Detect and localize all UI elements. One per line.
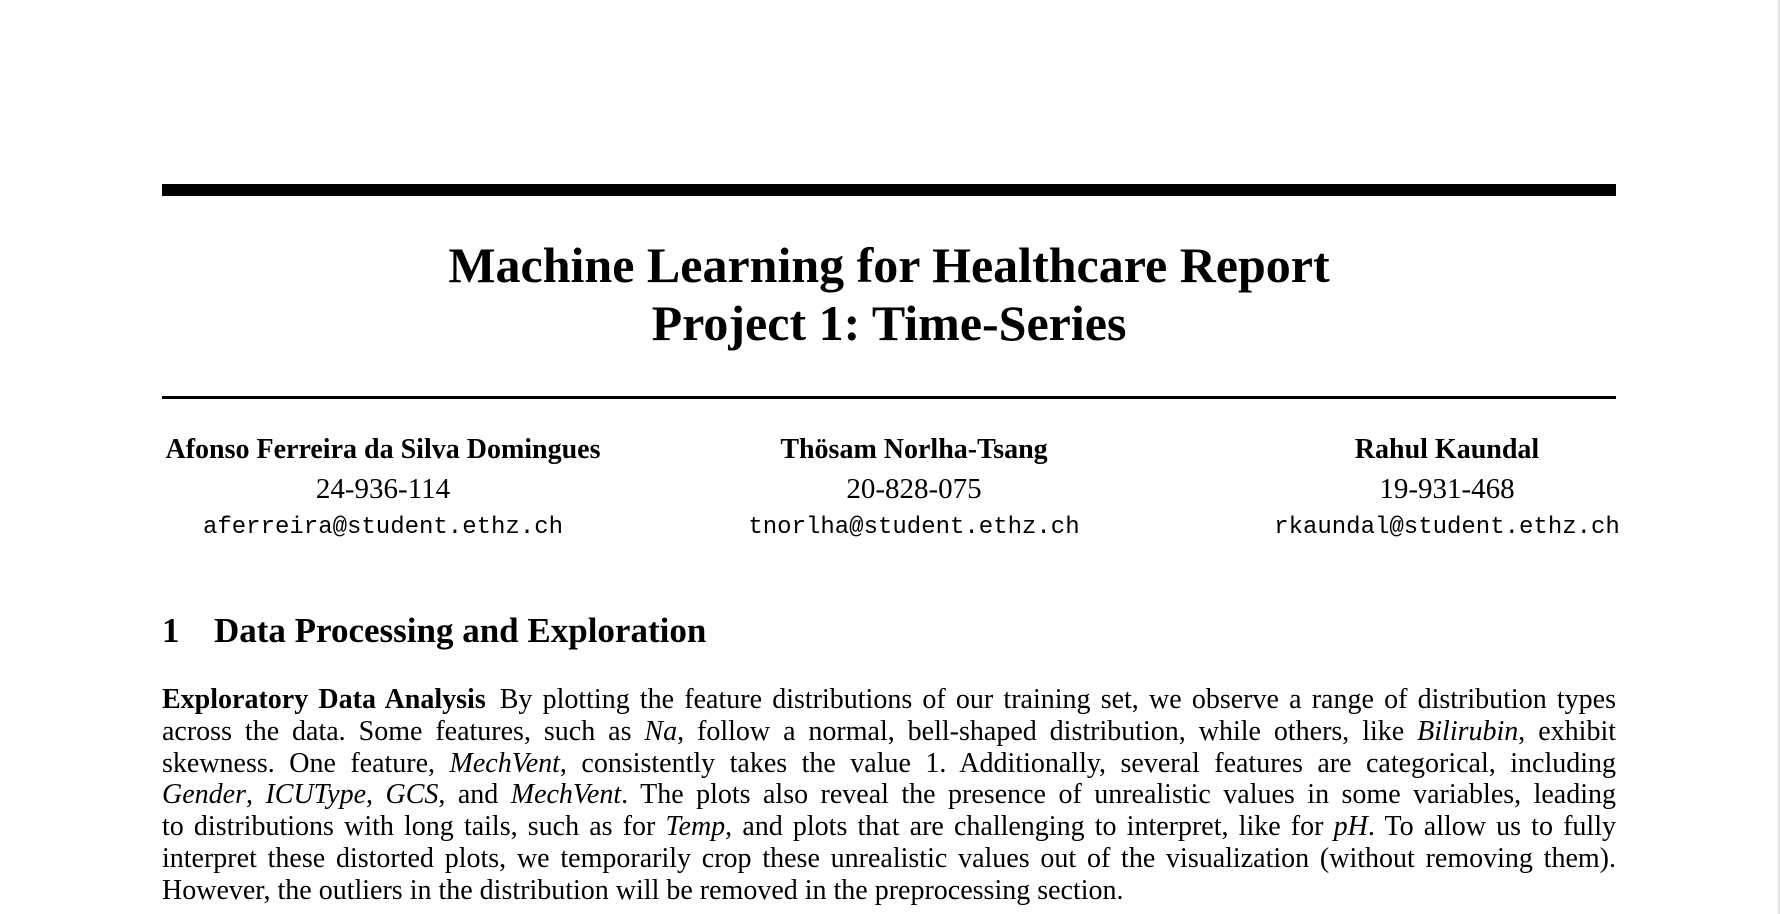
author-student-id: 19-931-468 xyxy=(1379,473,1515,505)
text-run: , and xyxy=(438,779,511,811)
feature-name: GCS xyxy=(385,779,439,811)
feature-name: Bilirubin xyxy=(1417,715,1519,747)
author-block xyxy=(0,430,1780,550)
text-run: across the data. Some features, such as xyxy=(162,715,645,747)
text-run: However, the outliers in the distribution will be removed in the preprocessing section. xyxy=(162,874,1124,906)
paragraph-line xyxy=(162,779,1616,811)
section-title: Data Processing and Exploration xyxy=(214,611,707,650)
text-run: . The plots also reveal the presence of unrealistic values in some variables, leading xyxy=(621,779,1617,811)
section-number: 1 xyxy=(162,611,180,650)
section-paragraph xyxy=(162,684,1616,907)
author-1 xyxy=(103,430,663,548)
text-run: , xyxy=(366,779,386,811)
author-student-id: 24-936-114 xyxy=(315,473,451,505)
paragraph-line xyxy=(162,843,1616,875)
text-run: , and plots that are challenging to interpret, like for xyxy=(725,811,1334,843)
text-run: interpret these distorted plots, we temporarily crop these unrealistic values out of the visualization (without removing them). xyxy=(162,842,1616,874)
author-email: aferreira@student.ethz.ch xyxy=(202,514,564,541)
paragraph-line xyxy=(162,811,1616,843)
paragraph-line xyxy=(162,684,1616,716)
text-run: By plotting the feature distributions of our training set, we observe a range of distribution types xyxy=(499,684,1616,715)
paragraph-line xyxy=(162,716,1616,748)
text-run: to distributions with long tails, such as for xyxy=(162,811,666,843)
title-bottom-rule xyxy=(162,396,1616,399)
text-run: . To allow us to fully xyxy=(1367,811,1616,843)
feature-name: MechVent xyxy=(510,779,622,811)
author-email: rkaundal@student.ethz.ch xyxy=(1274,514,1620,541)
author-email: tnorlha@student.ethz.ch xyxy=(748,514,1080,541)
author-2 xyxy=(634,430,1194,548)
author-student-id: 20-828-075 xyxy=(846,473,982,505)
section-heading xyxy=(162,610,706,652)
title-top-rule xyxy=(162,184,1616,196)
author-name: Thösam Norlha-Tsang xyxy=(780,434,1048,465)
feature-name: Na xyxy=(644,715,678,747)
text-run: skewness. One feature, xyxy=(162,747,450,779)
feature-name: ICUType xyxy=(265,779,367,811)
author-name: Afonso Ferreira da Silva Domingues xyxy=(165,434,601,465)
paragraph-line xyxy=(162,748,1616,780)
title-line-2: Project 1: Time-Series xyxy=(651,295,1127,351)
author-name: Rahul Kaundal xyxy=(1354,434,1540,465)
paragraph-line xyxy=(162,875,1616,907)
text-run: , xyxy=(245,779,266,811)
text-run: , follow a normal, bell-shaped distribution, while others, like xyxy=(677,715,1418,747)
title-line-1: Machine Learning for Healthcare Report xyxy=(448,237,1330,293)
feature-name: pH xyxy=(1333,811,1368,843)
feature-name: MechVent xyxy=(449,747,560,779)
paper-title xyxy=(162,236,1616,352)
paragraph-heading: Exploratory Data Analysis xyxy=(162,684,486,715)
feature-name: Temp xyxy=(665,811,726,843)
author-3 xyxy=(1167,430,1727,548)
text-run: , exhibit xyxy=(1518,715,1616,747)
text-run: , consistently takes the value 1. Additionally, several features are categorical, including xyxy=(559,747,1616,779)
feature-name: Gender xyxy=(162,779,246,811)
